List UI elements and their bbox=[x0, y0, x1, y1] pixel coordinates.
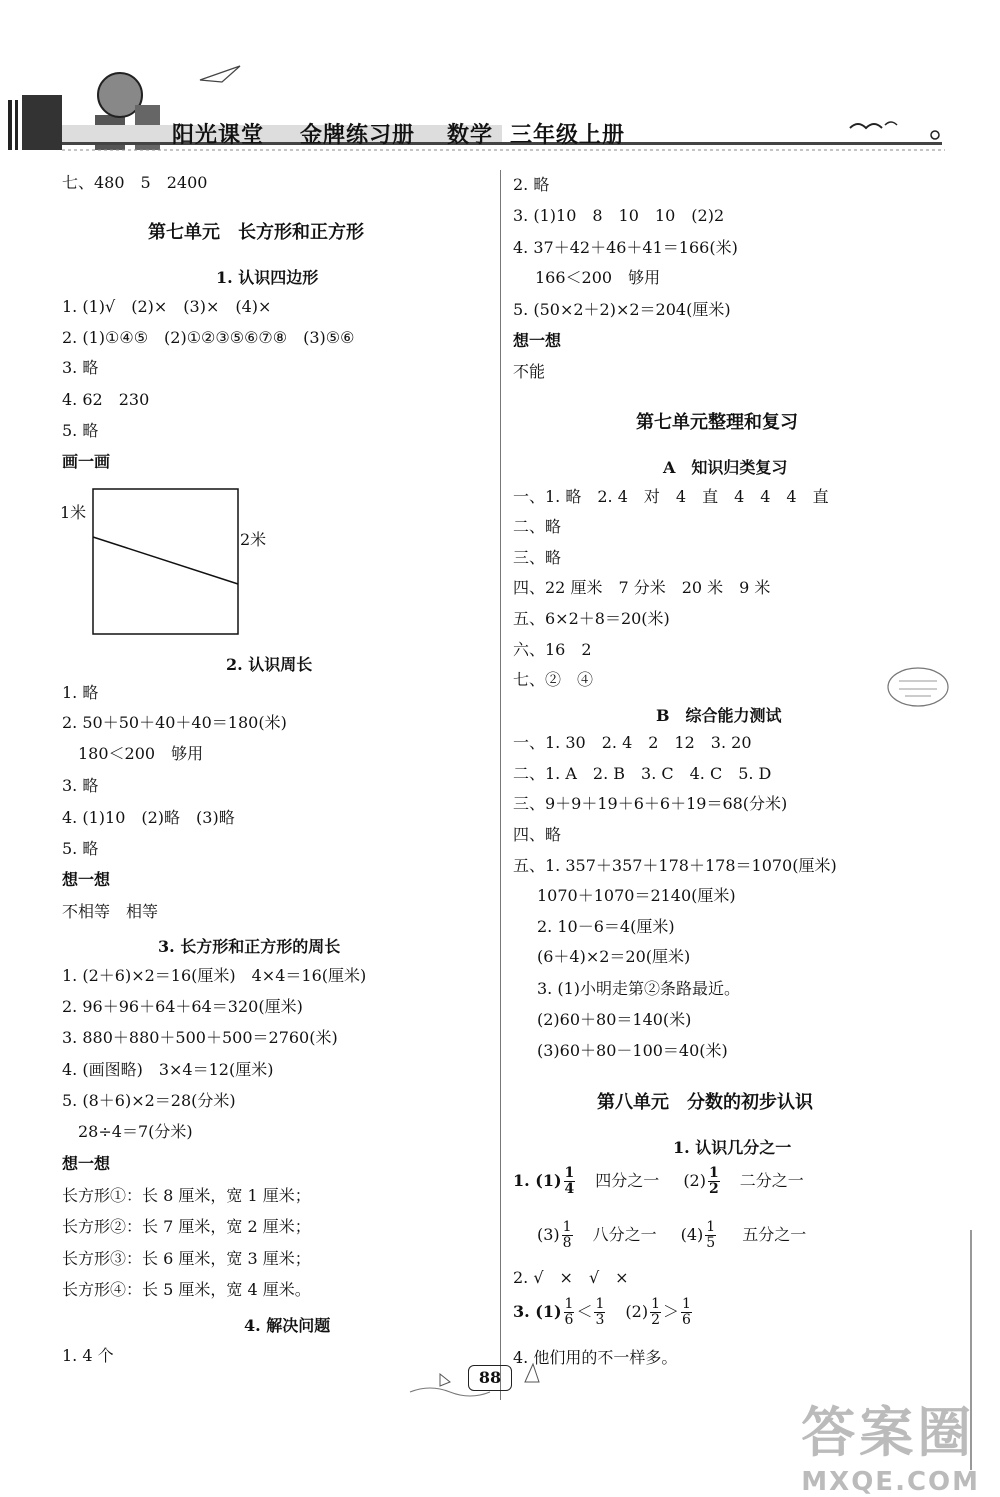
answer-line: 一、1. 30 2. 4 2 12 3. 20 bbox=[513, 733, 752, 752]
q-prefix: (2) bbox=[683, 1171, 706, 1190]
answer-line: 3. (1)小明走第②条路最近。 bbox=[537, 979, 741, 998]
answer-line: 1. 略 bbox=[62, 683, 99, 702]
answer-line: 1. 4 个 bbox=[62, 1346, 114, 1365]
answer-line: 二、略 bbox=[513, 517, 562, 536]
fraction: $\frac{1}{2}$ bbox=[708, 1164, 719, 1197]
header-decoration bbox=[0, 0, 1000, 165]
fraction-answer-1 bbox=[513, 1166, 804, 1196]
answer-line: 180＜200 够用 bbox=[78, 744, 204, 763]
unit-title: 第七单元 长方形和正方形 bbox=[148, 222, 364, 243]
answer-line: 3. (1)10 8 10 10 (2)2 bbox=[513, 206, 725, 225]
answer-line: 1. (1)√ (2)× (3)× (4)× bbox=[62, 297, 272, 316]
answer-line: 不相等 相等 bbox=[62, 902, 159, 921]
answer-line: 1. (2＋6)×2＝16(厘米) 4×4＝16(厘米) bbox=[62, 966, 367, 985]
answer-line: 2. 50＋50＋40＋40＝180(米) bbox=[62, 713, 287, 732]
answer-line: (2)60＋80＝140(米) bbox=[537, 1010, 692, 1029]
answer-line: 五、6×2＋8＝20(米) bbox=[513, 609, 670, 628]
answer-line: 5. (8＋6)×2＝28(分米) bbox=[62, 1091, 236, 1110]
answer-line: 四、22 厘米 7 分米 20 米 9 米 bbox=[513, 578, 771, 597]
watermark-text: 答案圈 bbox=[801, 1401, 976, 1464]
answer-line: 5. 略 bbox=[62, 839, 99, 858]
answer-line: 1070＋1070＝2140(厘米) bbox=[537, 886, 736, 905]
fraction: $\frac{1}{6}$ bbox=[564, 1295, 574, 1328]
section-title: 2. 认识周长 bbox=[226, 655, 313, 674]
think-heading: 想一想 bbox=[62, 870, 111, 889]
answer-line: 不能 bbox=[513, 362, 546, 381]
subject-label: 数学 bbox=[447, 122, 494, 148]
section-title: A 知识归类复习 bbox=[663, 458, 788, 477]
section-title: 4. 解决问题 bbox=[244, 1316, 331, 1335]
book-title-2: 金牌练习册 bbox=[300, 122, 416, 148]
think-heading: 想一想 bbox=[62, 1154, 111, 1173]
fraction: $\frac{1}{8}$ bbox=[562, 1218, 572, 1251]
answer-line: 3. 880＋880＋500＋500＝2760(米) bbox=[62, 1028, 338, 1047]
answer-line: 2. 96＋96＋64＋64＝320(厘米) bbox=[62, 997, 303, 1016]
answer-line: 5. 略 bbox=[62, 421, 99, 440]
answer-line: 长方形④：长 5 厘米，宽 4 厘米。 bbox=[62, 1280, 311, 1299]
watermark bbox=[801, 1390, 980, 1497]
q-prefix: 1. (1) bbox=[513, 1171, 562, 1190]
answer-line: 七、480 5 2400 bbox=[62, 173, 208, 192]
answer-line: 2. 10－6＝4(厘米) bbox=[537, 917, 675, 936]
q-prefix: 3. (1) bbox=[513, 1302, 562, 1321]
q-prefix: (3) bbox=[537, 1225, 560, 1244]
q-prefix: (2) bbox=[625, 1302, 649, 1321]
fraction-word: 四分之一 bbox=[595, 1171, 660, 1190]
answer-line: 3. 略 bbox=[62, 776, 99, 795]
answer-line: 4. 他们用的不一样多。 bbox=[513, 1348, 678, 1367]
answer-line: 28÷4＝7(分米) bbox=[78, 1122, 193, 1141]
q-prefix: (4) bbox=[680, 1225, 704, 1244]
answer-line: 三、9＋9＋19＋6＋6＋19＝68(分米) bbox=[513, 794, 788, 813]
answer-line: (3)60＋80－100＝40(米) bbox=[537, 1041, 728, 1060]
answer-line: 4. 37＋42＋46＋41＝166(米) bbox=[513, 238, 738, 257]
section-title: 1. 认识四边形 bbox=[216, 268, 319, 287]
compare-sign: ＞ bbox=[663, 1302, 680, 1321]
stamp-mark bbox=[885, 665, 951, 709]
answer-line: 长方形②：长 7 厘米，宽 2 厘米； bbox=[62, 1217, 311, 1236]
answer-line: 3. 略 bbox=[62, 358, 99, 377]
answer-line: 166＜200 够用 bbox=[535, 268, 661, 287]
answer-line: 2. 略 bbox=[513, 175, 550, 194]
square-figure bbox=[92, 488, 240, 636]
answer-line: 五、1. 357＋357＋178＋178＝1070(厘米) bbox=[513, 856, 837, 875]
answer-line: 六、16 2 bbox=[513, 640, 592, 659]
watermark-url: MXQE.COM bbox=[801, 1467, 980, 1497]
figure-label-left: 1米 bbox=[60, 503, 87, 522]
grade-label: 三年级上册 bbox=[510, 122, 626, 148]
fraction: $\frac{1}{6}$ bbox=[682, 1295, 691, 1328]
fraction: $\frac{1}{5}$ bbox=[706, 1218, 716, 1251]
answer-line: 长方形①：长 8 厘米，宽 1 厘米； bbox=[62, 1186, 311, 1205]
answer-line: 4. (画图略) 3×4＝12(厘米) bbox=[62, 1060, 274, 1079]
answer-line: 三、略 bbox=[513, 548, 562, 567]
answer-line: (6＋4)×2＝20(厘米) bbox=[537, 947, 691, 966]
unit-title: 第八单元 分数的初步认识 bbox=[597, 1092, 813, 1113]
section-title: B 综合能力测试 bbox=[656, 706, 782, 725]
page-number: 88 bbox=[468, 1365, 512, 1391]
answer-line: 长方形③：长 6 厘米，宽 3 厘米； bbox=[62, 1249, 311, 1268]
answer-line: 4. 62 230 bbox=[62, 390, 150, 409]
section-title: 3. 长方形和正方形的周长 bbox=[158, 937, 341, 956]
fraction-word: 八分之一 bbox=[592, 1225, 657, 1244]
think-heading: 想一想 bbox=[513, 331, 562, 350]
answer-line: 一、1. 略 2. 4 对 4 直 4 4 4 直 bbox=[513, 487, 829, 506]
answer-line: 4. (1)10 (2)略 (3)略 bbox=[62, 808, 235, 827]
answer-line: 2. (1)①④⑤ (2)①②③⑤⑥⑦⑧ (3)⑤⑥ bbox=[62, 328, 355, 347]
compare-sign: ＜ bbox=[576, 1302, 593, 1321]
answer-line: 5. (50×2＋2)×2＝204(厘米) bbox=[513, 300, 731, 319]
section-title: 1. 认识几分之一 bbox=[673, 1138, 792, 1157]
review-title: 第七单元整理和复习 bbox=[636, 412, 798, 433]
book-title: 阳光课堂 bbox=[172, 122, 265, 148]
fraction-answer-1b bbox=[537, 1220, 806, 1250]
fraction: $\frac{1}{2}$ bbox=[651, 1295, 660, 1328]
answer-line: 四、略 bbox=[513, 825, 562, 844]
page-header bbox=[0, 0, 1000, 165]
figure-label-right: 2米 bbox=[240, 530, 267, 549]
fraction-word: 五分之一 bbox=[742, 1225, 807, 1244]
fraction: $\frac{1}{3}$ bbox=[595, 1295, 605, 1328]
fraction-word: 二分之一 bbox=[739, 1171, 804, 1190]
fraction: $\frac{1}{4}$ bbox=[564, 1164, 575, 1197]
fraction-compare bbox=[513, 1296, 694, 1328]
draw-heading: 画一画 bbox=[62, 452, 111, 471]
column-divider bbox=[500, 170, 501, 1400]
answer-line: 七、② ④ bbox=[513, 670, 594, 689]
answer-line: 二、1. A 2. B 3. C 4. C 5. D bbox=[513, 764, 772, 783]
answer-line: 2. √ × √ × bbox=[513, 1268, 629, 1287]
